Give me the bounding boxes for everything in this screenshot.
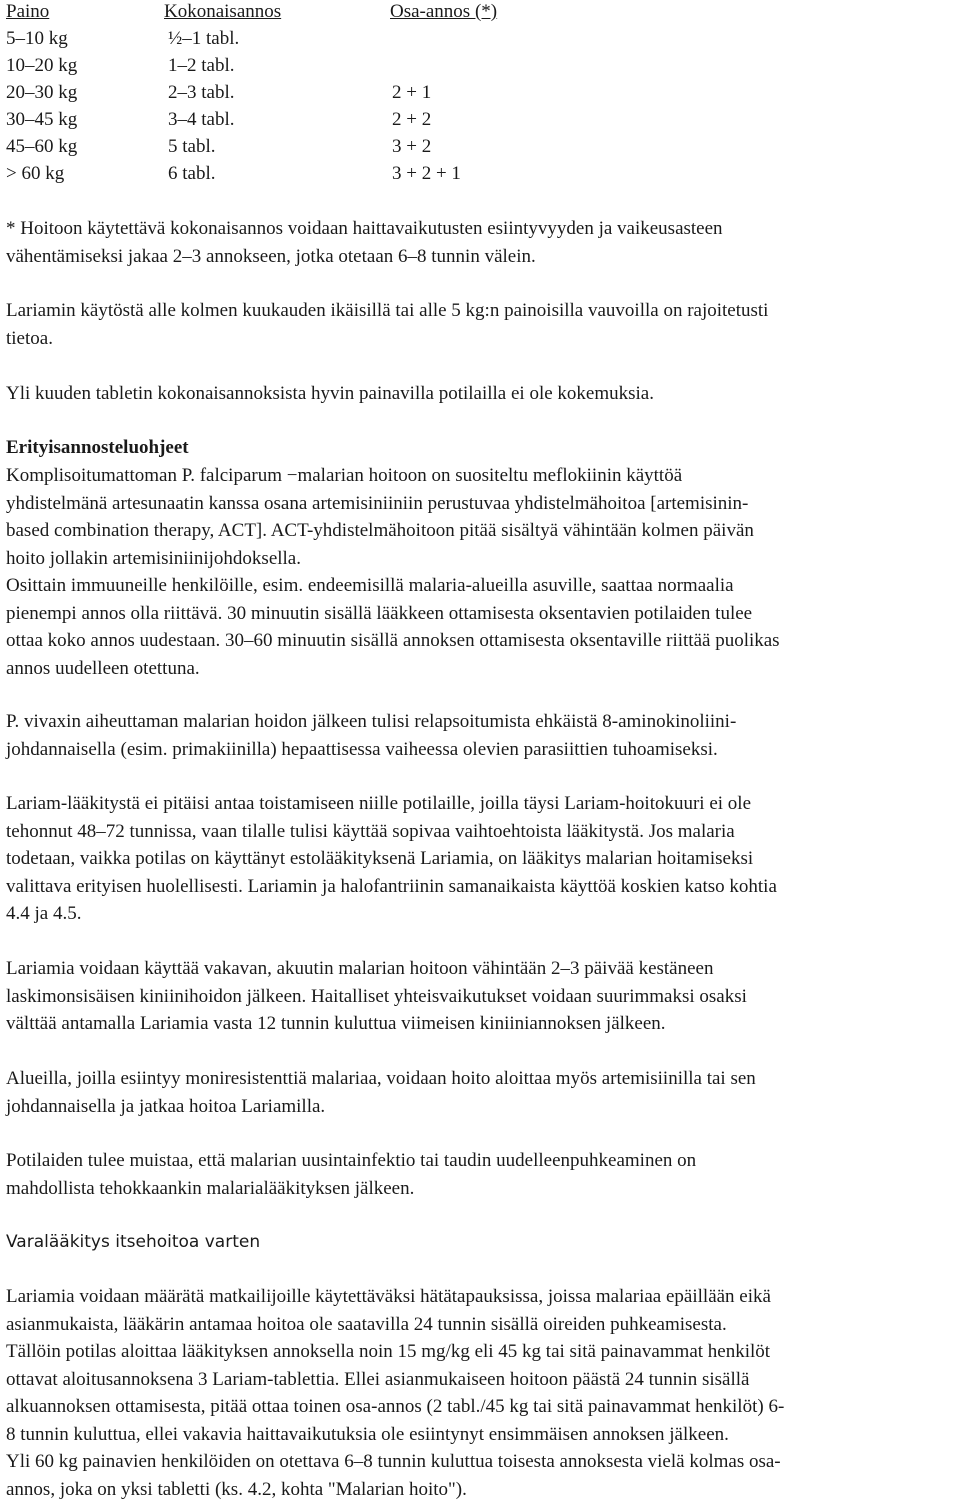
weight-cell: 10–20 kg <box>6 55 78 76</box>
partial-cell: 3 + 2 <box>392 136 432 157</box>
total-cell: 1–2 tabl. <box>168 55 235 76</box>
infants-paragraph: Lariamin käytöstä alle kolmen kuukauden ikäisillä tai alle 5 kg:n painoisilla vauvoilla on rajoitetusti tietoa. <box>6 300 769 349</box>
partial-cell: 3 + 2 + 1 <box>392 163 461 184</box>
multiresistant-paragraph: Alueilla, joilla esiintyy moniresistenttiä malariaa, voidaan hoito aloittaa myös artemisiinilla tai sen johdannaisella ja jatkaa hoitoa Lariamilla. <box>6 1068 756 1117</box>
total-cell: 5 tabl. <box>168 136 216 157</box>
total-cell: 6 tabl. <box>168 163 216 184</box>
total-cell: 2–3 tabl. <box>168 82 235 103</box>
treatment-failure-paragraph: Lariam-lääkitystä ei pitäisi antaa toistamiseen niille potilaille, joilla täysi Lariam-hoitokuuri ei ole tehonnut 48–72 tunnissa, vaan tilalle tulisi käyttää sopivaa vaihtoehtoista lääkitystä. Jos malaria todetaan, vaikka potilas on käyttänyt estolääkityksenä Lariamia, on lääkitys malarian hoitamiseksi valittava erityisen huolellisesti. Lariamin ja halofantriinin samanaikaista käyttöä koskien katso kohtia 4.4 ja 4.5. <box>6 793 777 924</box>
special-dosing-paragraph: Komplisoitumattoman P. falciparum −malarian hoitoon on suositeltu meflokiinin käyttöä yhdistelmänä artesunaatin kanssa osana artemisiniiniin perustuvaa yhdistelmähoitoa [artemisinin- based combination therapy, ACT]. ACT-yhdistelmähoitoon pitää sisältyä vähintään kolmen päivän hoito jollakin artemisiniinijohdoksella. Osittain immuuneille henkilöille, esim. endeemisillä malaria-alueilla asuville, saattaa normaalia pienempi annos olla riittävä. 30 minuutin sisällä lääkkeen ottamisesta oksentavien potilaiden tulee ottaa koko annos uudestaan. 30–60 minuutin sisällä annoksen ottamisesta oksentaville riittää puolikas annos uudelleen otettuna. <box>6 465 780 679</box>
table-row <box>6 54 606 78</box>
dose-table-header <box>6 0 606 24</box>
table-row <box>6 27 606 51</box>
standby-heading: Varalääkitys itsehoitoa varten <box>6 1232 261 1252</box>
heavy-patients-paragraph: Yli kuuden tabletin kokonaisannoksista hyvin painavilla potilailla ei ole kokemuksia. <box>6 383 654 404</box>
partial-cell: 2 + 1 <box>392 82 432 103</box>
document-page <box>6 0 954 1500</box>
partial-cell: 2 + 2 <box>392 109 432 130</box>
weight-cell: > 60 kg <box>6 163 65 184</box>
table-row <box>6 81 606 105</box>
weight-cell: 45–60 kg <box>6 136 78 157</box>
weight-cell: 30–45 kg <box>6 109 78 130</box>
header-weight: Paino <box>6 1 50 22</box>
weight-cell: 5–10 kg <box>6 28 68 49</box>
special-dosing-heading: Erityisannosteluohjeet <box>6 437 189 458</box>
dose-table <box>6 0 954 190</box>
table-row <box>6 162 606 186</box>
total-cell: 3–4 tabl. <box>168 109 235 130</box>
weight-cell: 20–30 kg <box>6 82 78 103</box>
vivax-paragraph: P. vivaxin aiheuttaman malarian hoidon jälkeen tulisi relapsoitumista ehkäistä 8-aminokinoliini- johdannaisella (esim. primakiinilla) hepaattisessa vaiheessa olevien parasiittien tuhoamiseksi. <box>6 711 737 760</box>
header-total-dose: Kokonaisannos <box>164 1 282 22</box>
severe-malaria-paragraph: Lariamia voidaan käyttää vakavan, akuutin malarian hoitoon vähintään 2–3 päivää kestäneen laskimonsisäisen kiniinihoidon jälkeen. Haitalliset yhteisvaikutukset voidaan suurimmaksi osaksi välttää antamalla Lariamia vasta 12 tunnin kuluttua viimeisen kiniiniannoksen jälkeen. <box>6 958 747 1034</box>
reinfection-paragraph: Potilaiden tulee muistaa, että malarian uusintainfektio tai taudin uudelleenpuhkeaminen on mahdollista tehokkaankin malarialääkityksen jälkeen. <box>6 1150 697 1199</box>
total-cell: ½–1 tabl. <box>168 28 240 49</box>
standby-paragraph: Lariamia voidaan määrätä matkailijoille käytettäväksi hätätapauksissa, joissa malariaa epäillään eikä asianmukaista, lääkärin antamaa hoitoa ole saatavilla 24 tunnin sisällä oireiden puhkeamisesta. Tällöin potilas aloittaa lääkityksen annoksella noin 15 mg/kg eli 45 kg tai sitä painavammat henkilöt ottavat aloitusannoksena 3 Lariam-tablettia. Ellei asianmukaiseen hoitoon päästä 24 tunnin sisällä alkuannoksen ottamisesta, pitää ottaa toinen osa-annos (2 tabl./45 kg tai sitä painavammat henkilöt) 6- 8 tunnin kuluttua, ellei vakavia haittavaikutuksia ole esiintynyt ensimmäisen annoksen jälkeen. Yli 60 kg painavien henkilöiden on otettava 6–8 tunnin kuluttua toisesta annoksesta vielä kolmas osa- annos, joka on yksi tabletti (ks. 4.2, kohta "Malarian hoito"). <box>6 1286 785 1500</box>
footnote-paragraph: * Hoitoon käytettävä kokonaisannos voidaan haittavaikutusten esiintyvyyden ja vaikeusasteen vähentämiseksi jakaa 2–3 annokseen, jotka otetaan 6–8 tunnin välein. <box>6 218 723 267</box>
header-partial-dose: Osa-annos (*) <box>390 1 498 22</box>
table-row <box>6 108 606 132</box>
table-row <box>6 135 606 159</box>
